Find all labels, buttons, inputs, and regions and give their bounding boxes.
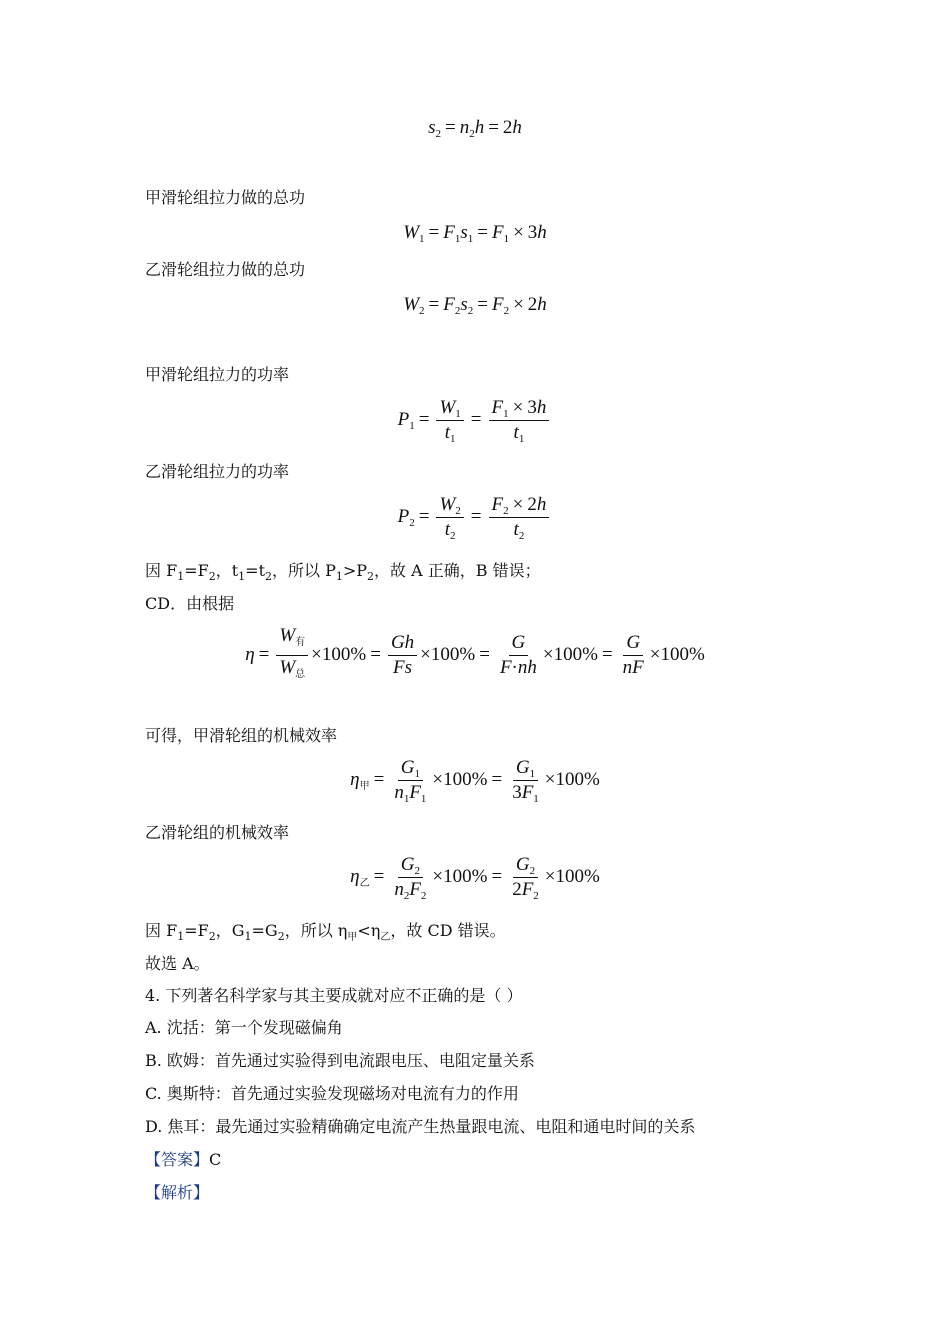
option-c: C. 奥斯特：首先通过实验发现磁场对电流有力的作用	[145, 1084, 519, 1103]
equation-efficiency-jia: $\eta_甲$ = $\frac{G_1}{n_1F_1}$ ×100% = $\frac{G_1}{3F_1}$ ×100%	[350, 757, 600, 805]
equation-w1: $W_1 = F_1s_1 = F_1 \times 3h$	[403, 222, 547, 245]
answer-value: C	[209, 1150, 222, 1169]
option-d: D. 焦耳：最先通过实验精确确定电流产生热量跟电流、电阻和通电时间的关系	[145, 1117, 696, 1136]
text-line-conclusion-efficiency: 因 $F_1=F_2$，$G_1=G_2$，所以 $\eta_甲<\eta_乙$，故 CD 错误。	[145, 921, 506, 943]
answer-line	[145, 1149, 221, 1171]
equation-w2: $W_2 = F_2s_2 = F_2 \times 2h$	[403, 294, 547, 317]
text-line: 故选 A。	[145, 954, 210, 973]
text-line: 可得，甲滑轮组的机械效率	[145, 726, 338, 745]
text-line: 乙滑轮组拉力的功率	[145, 462, 290, 481]
equation-s2: $s_2 = n_2h = 2h$	[428, 117, 522, 140]
answer-label: 【答案】	[145, 1150, 210, 1169]
option-b: B. 欧姆：首先通过实验得到电流跟电压、电阻定量关系	[145, 1051, 535, 1070]
option-a: A. 沈括：第一个发现磁偏角	[145, 1018, 343, 1037]
equation-p1: $P_1$ = $\frac{W_1}{t_1}$ = $\frac{F_1 \times 3h}{t_1}$	[0, 397, 950, 444]
text-line-conclusion-power: 因 $F_1=F_2$，$t_1=t_2$，所以 $P_1>P_2$，故 A 正确，B 错误；	[145, 561, 541, 583]
equation-efficiency: η = $W_有$ $W_总$ ×100% = $\frac{Gh}{Fs}$ ×100% = $\frac{G}{F\cdot nh}$ ×100% = $\frac{G}{nF}$ ×100%	[245, 625, 705, 680]
text-line: 乙滑轮组拉力做的总功	[145, 260, 306, 279]
text-line: 甲滑轮组拉力的功率	[145, 365, 290, 384]
text-line: CD．由根据	[145, 594, 235, 613]
equation-p2: $P_2$ = $\frac{W_2}{t_2}$ = $\frac{F_2 \times 2h}{t_2}$	[0, 494, 950, 541]
analysis-label: 【解析】	[145, 1183, 210, 1202]
equation-efficiency-yi: $\eta_乙$ = $\frac{G_2}{n_2F_2}$ ×100% = $\frac{G_2}{2F_2}$ ×100%	[350, 854, 600, 902]
text-line: 乙滑轮组的机械效率	[145, 823, 290, 842]
text-line: 甲滑轮组拉力做的总功	[145, 188, 306, 207]
analysis-line	[145, 1182, 209, 1204]
question-4: 4. 下列著名科学家与其主要成就对应不正确的是（ ）	[145, 986, 523, 1005]
